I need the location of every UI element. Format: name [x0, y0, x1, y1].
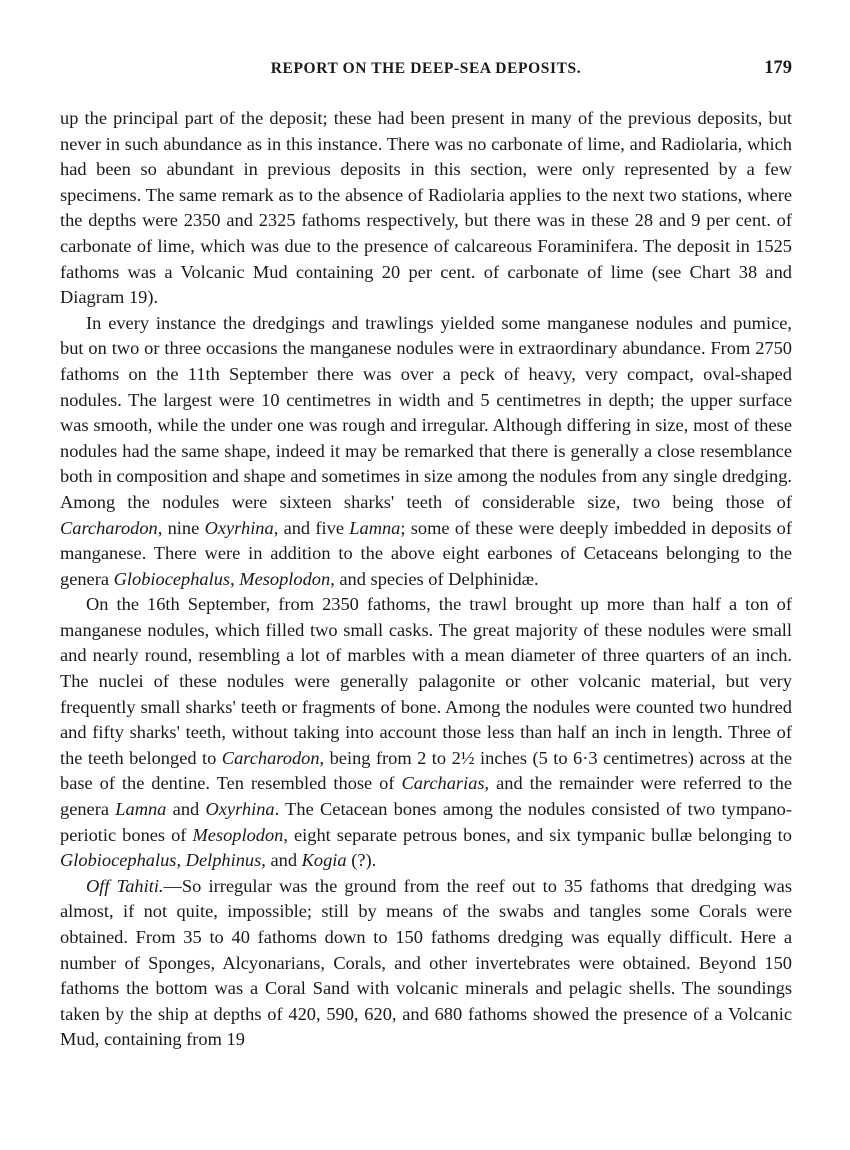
paragraph: [60, 592, 792, 874]
italic-text-segment: Carcharias: [401, 773, 485, 794]
paragraph: [60, 106, 792, 311]
text-segment: ,: [176, 850, 186, 871]
text-segment: and: [166, 799, 206, 820]
italic-text-segment: Globiocephalus: [60, 850, 177, 871]
text-segment: ,: [230, 568, 240, 589]
italic-text-segment: Mesoplodon: [239, 568, 331, 589]
running-title: REPORT ON THE DEEP-SEA DEPOSITS.: [270, 60, 582, 77]
italic-text-segment: Kogia: [301, 850, 347, 871]
italic-text-segment: Lamna: [349, 517, 401, 538]
italic-text-segment: Oxyrhina: [204, 517, 274, 538]
text-segment: , nine: [157, 517, 205, 538]
italic-text-segment: Mesoplodon: [192, 824, 284, 845]
text-segment: , and the remainder were referred to the genera: [60, 773, 792, 820]
document-page: [60, 58, 792, 1053]
text-segment: On the 16th September, from 2350 fathoms, the trawl brought up more than half a ton of manganese nodules, which filled two small casks. The great majority of these nodules were small and nearly round, resembling a lot of marbles with a mean diameter of three quarters of an inch. The nuclei of these nodules were generally palagonite or other volcanic material, but very frequently small sharks' teeth or fragments of bone. Among the nodules were counted two hundred and fifty sharks' teeth, without taking into account those less than half an inch in length. Three of the teeth belonged to: [60, 594, 792, 768]
italic-text-segment: Globiocephalus: [113, 568, 231, 589]
text-segment: , and five: [273, 517, 350, 538]
text-segment: , eight separate petrous bones, and six tympanic bullæ belonging to: [283, 824, 792, 845]
text-segment: . The Cetacean bones among the nodules consisted of two tympano-periotic bones of: [60, 799, 793, 845]
paragraph: [60, 311, 792, 593]
italic-text-segment: Off Tahiti.: [86, 875, 164, 896]
italic-text-segment: Oxyrhina: [205, 799, 275, 820]
page-number: 179: [764, 58, 792, 78]
text-segment: , being from 2 to 2½ inches (5 to 6·3 centimetres) across at the base of the dentine. Ten resembled those of: [60, 747, 792, 794]
text-segment: —So irregular was the ground from the reef out to 35 fathoms that dredging was almost, if not quite, impossible; still by means of the swabs and tangles some Corals were obtained. From 35 to 40 fathoms down to 150 fathoms dredging was equally difficult. Here a number of Sponges, Alcyonarians, Corals, and other invertebrates were obtained. Beyond 150 fathoms the bottom was a Coral Sand with volcanic minerals and pelagic shells. The soundings taken by the ship at depths of 420, 590, 620, and 680 fathoms showed the presence of a Volcanic Mud, containing from 19: [60, 875, 792, 1050]
body-text: [60, 106, 792, 1053]
italic-text-segment: Lamna: [115, 799, 167, 820]
text-segment: In every instance the dredgings and trawlings yielded some manganese nodules and pumice, but on two or three occasions the manganese nodules were in extraordinary abundance. From 2750 fathoms on the 11th September there was over a peck of heavy, very compact, oval-shaped nodules. The largest were 10 centimetres in width and 5 centimetres in depth; the upper surface was smooth, while the under one was rough and irregular. Although differing in size, most of these nodules had the same shape, indeed it may be remarked that there is generally a close resemblance both in composition and shape and sometimes in size among the nodules from any single dredging. Among the nodules were sixteen sharks' teeth of considerable size, two being those of: [60, 312, 792, 512]
text-segment: , and: [261, 850, 302, 871]
text-segment: (?).: [346, 850, 377, 871]
italic-text-segment: Carcharodon: [221, 747, 320, 768]
italic-text-segment: Delphinus: [185, 850, 262, 871]
paragraph: [60, 874, 792, 1053]
text-segment: , and species of Delphinidæ.: [330, 568, 539, 589]
italic-text-segment: Carcharodon: [60, 517, 158, 538]
running-header: [60, 58, 792, 88]
text-segment: ; some of these were deeply imbedded in deposits of manganese. There were in addition to the above eight earbones of Cetaceans belonging to the genera: [60, 517, 793, 589]
text-segment: up the principal part of the deposit; these had been present in many of the previous deposits, but never in such abundance as in this instance. There was no carbonate of lime, and Radiolaria, which had been so abundant in previous deposits in this section, were only represented by a few specimens. The same remark as to the absence of Radiolaria applies to the next two stations, where the depths were 2350 and 2325 fathoms respectively, but there was in these 28 and 9 per cent. of carbonate of lime, which was due to the presence of calcareous Foraminifera. The deposit in 1525 fathoms was a Volcanic Mud containing 20 per cent. of carbonate of lime (see Chart 38 and Diagram 19).: [60, 108, 792, 308]
